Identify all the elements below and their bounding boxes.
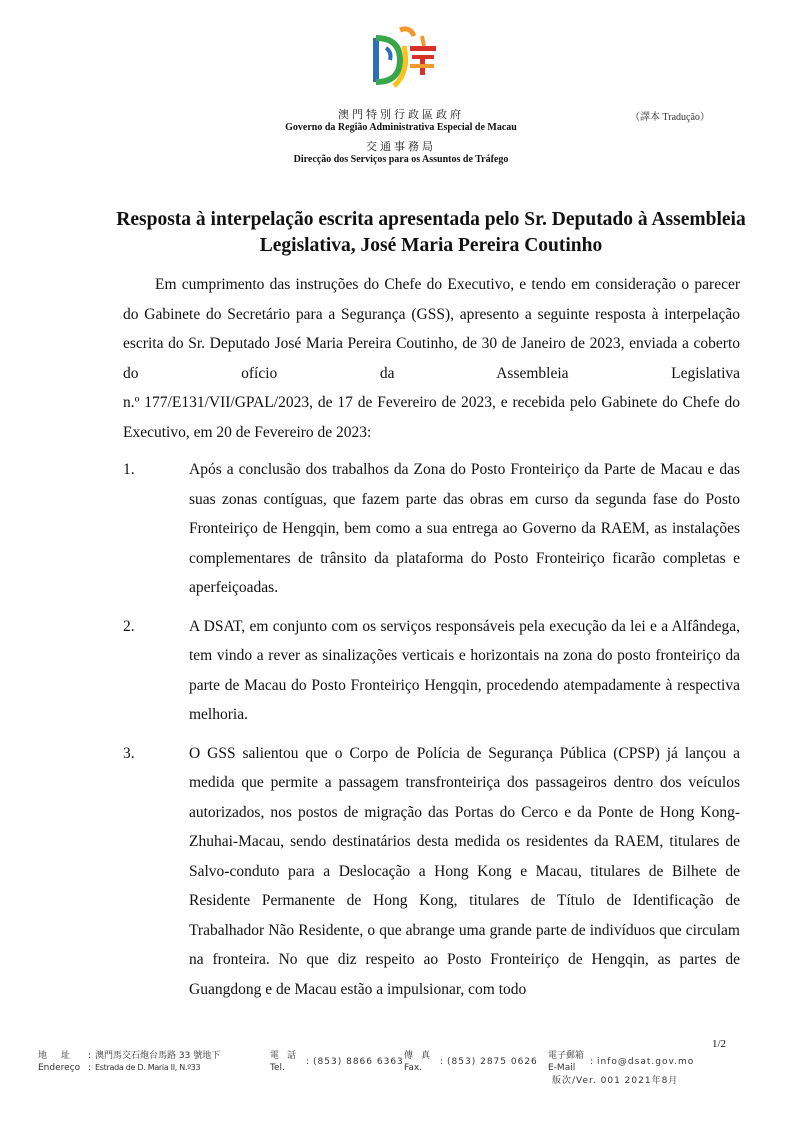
list-item-number: 2.: [123, 617, 135, 635]
document-title: Resposta à interpelação escrita apresentada pelo Sr. Deputado à Assembleia Legislativa, José Maria Pereira Coutinho: [116, 209, 746, 256]
footer-tel-label-pt: Tel.: [270, 1063, 285, 1073]
footer-email-value[interactable]: info@dsat.gov.mo: [597, 1057, 695, 1067]
header-department-pt: Direcção dos Serviços para os Assuntos de Tráfego: [293, 154, 509, 165]
list-item-text: A DSAT, em conjunto com os serviços responsáveis pela execução da lei e a Alfândega, tem vindo a rever as sinalizações verticais e horizontais na zona do posto fronteiriço da parte de Macau do Posto Fronteiriço Hengqin, procedendo atempadamente à respectiva melhoria.: [189, 617, 740, 723]
footer-fax-value: (853) 2875 0626: [447, 1057, 538, 1067]
footer-address-pt: Estrada de D. Maria II, N.º33: [95, 1063, 201, 1072]
footer-tel: 電話 Tel. : (853) 8866 6363: [270, 1051, 404, 1073]
version-note: 版次/Ver. 001 2021年8月: [552, 1076, 679, 1086]
footer-address-label: [38, 1050, 85, 1074]
intro-tail-text: n.º 177/E131/VII/GPAL/2023, de 17 de Fevereiro de 2023, e recebida pelo Gabinete do Chefe do Executivo, em 20 de Fevereiro de 2023:: [123, 394, 740, 441]
footer-email: 電子郵箱 E-Mail : info@dsat.gov.mo: [548, 1051, 695, 1073]
footer-address-cn: 澳門馬交石炮台馬路 33 號地下: [95, 1051, 221, 1061]
footer-address: 地址 Endereço : : 澳門馬交石炮台馬路 33 號地下 Estrada de D. Maria II, N.º33: [38, 1051, 221, 1073]
footer-email-label-pt: E-Mail: [548, 1063, 576, 1073]
footer-tel-value: (853) 8866 6363: [313, 1057, 404, 1067]
list-item-number: 3.: [123, 744, 135, 762]
footer-fax-label-pt: Fax.: [404, 1063, 423, 1073]
footer-address-label-cn: 地址: [38, 1051, 85, 1061]
list-item: [123, 739, 740, 1005]
page-number: 1/2: [712, 1038, 727, 1050]
intro-paragraph: [123, 270, 740, 447]
list-item-number: 1.: [123, 461, 135, 478]
document-body: [123, 270, 740, 1013]
header-government-cn: 澳門特別行政區政府: [338, 109, 464, 121]
footer-fax-label-cn: 傳真: [404, 1051, 430, 1061]
footer-fax: 傳真 Fax. : (853) 2875 0626: [404, 1051, 538, 1073]
header-department-cn: 交通事務局: [366, 141, 436, 153]
list-item-text: O GSS salientou que o Corpo de Polícia de Segurança Pública (CPSP) já lançou a medida que permite a passagem transfronteiriça dos passageiros dentro dos veículos autorizados, nos postos de migração das Portas do Cerco e da Ponte de Hong Kong-Zhuhai-Macau, sendo destinatários desta medida os residentes da RAEM, titulares de Salvo-conduto para a Deslocação a Hong Kong e Macau, titulares de Bilhete de Residente Permanente de Hong Kong, titulares de Título de Identificação de Trabalhador Não Residente, o que abrange uma grande parte de indivíduos que circulam na fronteira. No que diz respeito ao Posto Fronteiriço de Hengqin, as partes de Guangdong e de Macau estão a impulsionar, com todo: [189, 744, 740, 998]
list-item: [123, 455, 740, 603]
footer-email-label-cn: 電子郵箱: [548, 1051, 585, 1061]
footer-address-label-pt: Endereço: [38, 1063, 81, 1073]
intro-main-text: Em cumprimento das instruções do Chefe do Executivo, e tendo em consideração o parecer do Gabinete do Secretário para a Segurança (GSS), apresento a seguinte resposta à interpelação escrita do Sr. Deputado José Maria Pereira Coutinho, de 30 de Janeiro de 2023, enviada a coberto do ofício da Assembleia Legislativa: [123, 276, 740, 382]
translation-note: （譯本 Tradução）: [630, 112, 710, 123]
list-item: [123, 612, 740, 730]
header-government-pt: Governo da Região Administrativa Especial de Macau: [285, 122, 517, 133]
dsat-logo-icon: [370, 26, 440, 90]
list-item-text: Após a conclusão dos trabalhos da Zona do Posto Fronteiriço da Parte de Macau e das suas zonas contíguas, que fazem parte das obras em curso da segunda fase do Posto Fronteiriço de Hengqin, bem como a sua entrega ao Governo da RAEM, as instalações complementares de trânsito da plataforma do Posto Fronteiriço ficarão completas e aperfeiçoadas.: [189, 461, 740, 596]
footer-tel-label-cn: 電話: [270, 1051, 296, 1061]
